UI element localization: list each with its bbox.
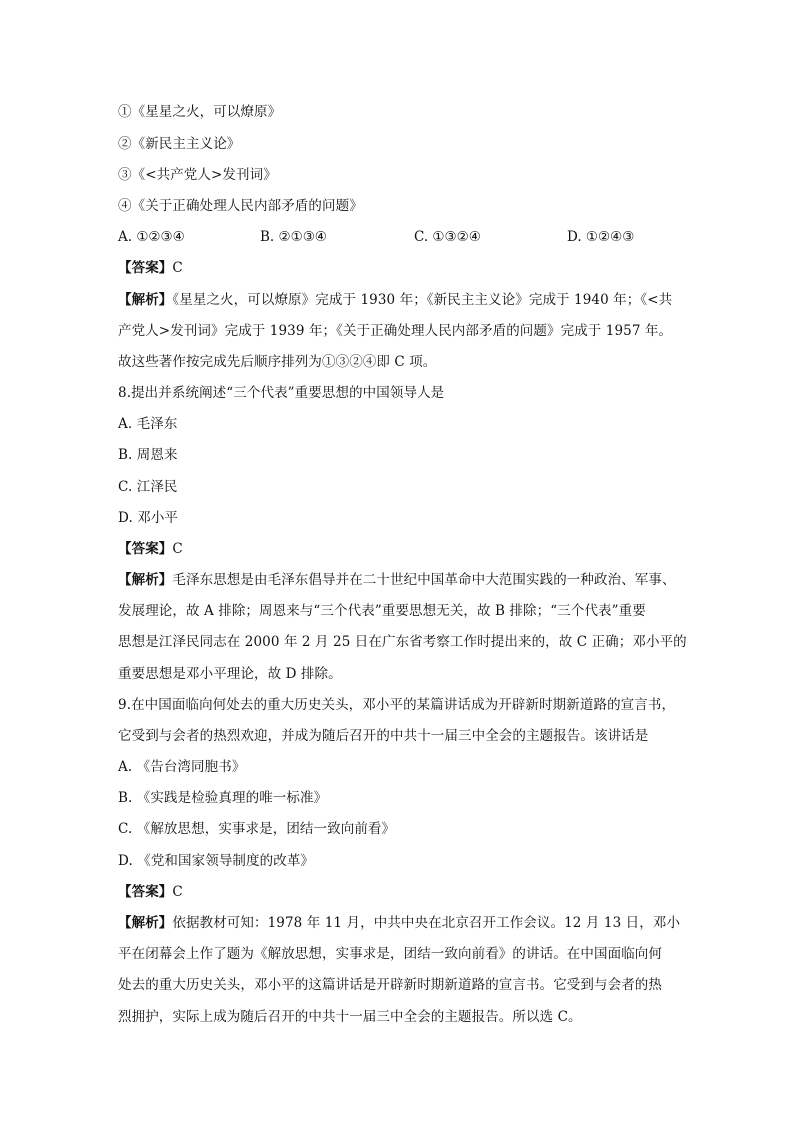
q8-option-b: B. 周恩来 bbox=[118, 447, 178, 463]
q8-option-c: C. 江泽民 bbox=[118, 479, 178, 495]
q7-answer bbox=[118, 259, 183, 277]
answer-value: C bbox=[172, 541, 183, 557]
q9-stem-line-2: 它受到与会者的热烈欢迎，并成为随后召开的中共十一届三中全会的主题报告。该讲话是 bbox=[118, 728, 649, 744]
q9-option-a: A. 《告台湾同胞书》 bbox=[118, 759, 246, 775]
q9-answer bbox=[118, 883, 183, 901]
q7-analysis-line-1 bbox=[118, 291, 672, 309]
analysis-label: 【解析】 bbox=[118, 915, 173, 931]
q7-option-a: A. ①②③④ bbox=[118, 229, 185, 245]
answer-label: 【答案】 bbox=[118, 541, 173, 557]
q8-analysis-line-2: 发展理论，故 A 排除；周恩来与“三个代表”重要思想无关，故 B 排除；“三个代表”重要 bbox=[118, 603, 646, 619]
answer-label: 【答案】 bbox=[118, 884, 173, 900]
q7-analysis-line-3: 故这些著作按完成先后顺序排列为①③②④即 C 项。 bbox=[118, 354, 437, 370]
q9-option-b: B. 《实践是检验真理的唯一标准》 bbox=[118, 790, 328, 806]
q9-analysis-line-4: 烈拥护，实际上成为随后召开的中共十一届三中全会的主题报告。所以选 C。 bbox=[118, 1009, 582, 1025]
q8-stem: 8.提出并系统阐述“三个代表”重要思想的中国领导人是 bbox=[118, 385, 445, 401]
q7-analysis-line-2: 产党人>发刊词》完成于 1939 年；《关于正确处理人民内部矛盾的问题》完成于 1957 年。 bbox=[118, 323, 673, 339]
q9-option-c: C. 《解放思想，实事求是，团结一致向前看》 bbox=[118, 821, 396, 837]
q8-option-a: A. 毛泽东 bbox=[118, 416, 178, 432]
q8-analysis-line-1 bbox=[118, 571, 676, 589]
analysis-text: 《星星之火，可以燎原》完成于 1930 年；《新民主主义论》完成于 1940 年；《<共 bbox=[172, 292, 673, 308]
q9-analysis-line-3: 处去的重大历史关头，邓小平的这篇讲话是开辟新时期新道路的宣言书。它受到与会者的热 bbox=[118, 977, 662, 993]
q9-stem-line-1: 9.在中国面临向何处去的重大历史关头，邓小平的某篇讲话成为开辟新时期新道路的宣言书， bbox=[118, 697, 676, 713]
q7-item-4: ④《关于正确处理人民内部矛盾的问题》 bbox=[118, 198, 363, 214]
q7-option-d: D. ①②④③ bbox=[567, 229, 635, 245]
q7-option-c: C. ①③②④ bbox=[414, 229, 481, 245]
q7-item-2: ②《新民主主义论》 bbox=[118, 136, 241, 152]
answer-value: C bbox=[172, 260, 183, 276]
analysis-label: 【解析】 bbox=[118, 572, 173, 588]
q9-analysis-line-1 bbox=[118, 914, 680, 932]
q8-analysis-line-3: 思想是江泽民同志在 2000 年 2 月 25 日在广东省考察工作时提出来的，故 C 正确；邓小平的 bbox=[118, 634, 687, 650]
q7-item-3: ③《<共产党人>发刊词》 bbox=[118, 167, 277, 183]
q8-analysis-line-4: 重要思想是邓小平理论，故 D 排除。 bbox=[118, 666, 342, 682]
answer-value: C bbox=[172, 884, 183, 900]
q7-option-b: B. ②①③④ bbox=[260, 229, 327, 245]
analysis-text: 依据教材可知：1978 年 11 月，中共中央在北京召开工作会议。12 月 13 日，邓小 bbox=[172, 915, 681, 931]
q9-option-d: D. 《党和国家领导制度的改革》 bbox=[118, 853, 315, 869]
q9-analysis-line-2: 平在闭幕会上作了题为《解放思想，实事求是，团结一致向前看》的讲话。在中国面临向何 bbox=[118, 946, 662, 962]
answer-label: 【答案】 bbox=[118, 260, 173, 276]
analysis-label: 【解析】 bbox=[118, 292, 173, 308]
q8-option-d: D. 邓小平 bbox=[118, 510, 179, 526]
q8-answer bbox=[118, 540, 183, 558]
q7-item-1: ①《星星之火，可以燎原》 bbox=[118, 104, 282, 120]
analysis-text: 毛泽东思想是由毛泽东倡导并在二十世纪中国革命中大范围实践的一种政治、军事、 bbox=[172, 572, 676, 588]
